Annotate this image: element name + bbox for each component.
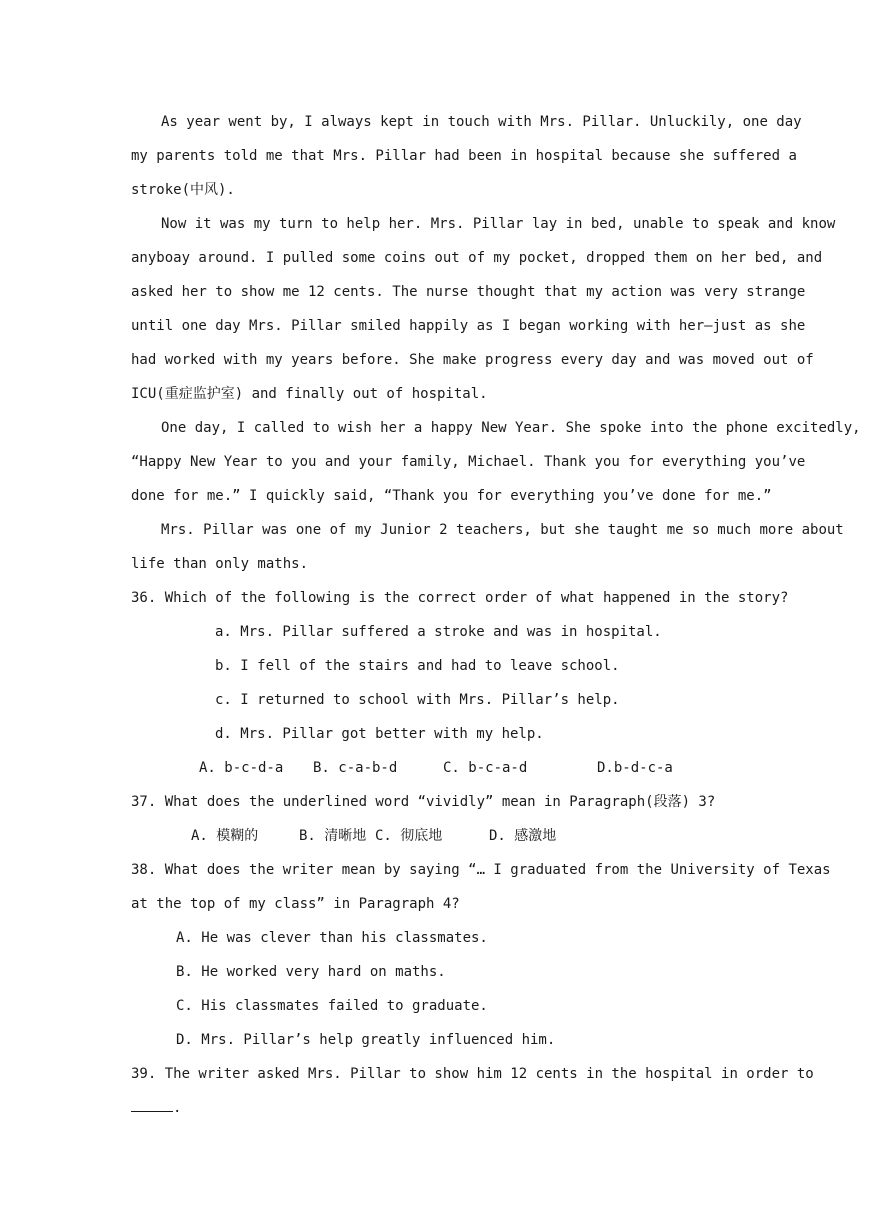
passage-line: Mrs. Pillar was one of my Junior 2 teachers, but she taught me so much more about	[161, 522, 844, 538]
q37-choices	[131, 819, 737, 853]
question-38-stem-cont: at the top of my class” in Paragraph 4?	[131, 896, 460, 912]
q36-event-d: d. Mrs. Pillar got better with my help.	[215, 726, 544, 742]
q37-choice-d[interactable]: D. 感激地	[489, 828, 557, 844]
passage-line: ICU(重症监护室) and finally out of hospital.	[131, 386, 488, 402]
question-36-stem: 36. Which of the following is the correct order of what happened in the story?	[131, 590, 789, 606]
q36-choices	[131, 751, 737, 785]
passage-line: stroke(中风).	[131, 182, 235, 198]
q37-choice-b[interactable]: B. 清晰地	[299, 828, 367, 844]
passage-line: One day, I called to wish her a happy New Year. She spoke into the phone excitedly,	[161, 420, 861, 436]
q36-choice-b[interactable]: B. c-a-b-d	[313, 760, 398, 776]
passage-line: anyboay around. I pulled some coins out of my pocket, dropped them on her bed, and	[131, 250, 823, 266]
q37-choice-c[interactable]: C. 彻底地	[375, 828, 443, 844]
passage-line: until one day Mrs. Pillar smiled happily as I began working with her—just as she	[131, 318, 806, 334]
q36-choice-c[interactable]: C. b-c-a-d	[443, 760, 528, 776]
passage-line: Now it was my turn to help her. Mrs. Pillar lay in bed, unable to speak and know	[161, 216, 836, 232]
passage-line: my parents told me that Mrs. Pillar had been in hospital because she suffered a	[131, 148, 797, 164]
question-38-stem: 38. What does the writer mean by saying “… I graduated from the University of Texas	[131, 862, 831, 878]
q38-choice-c[interactable]: C. His classmates failed to graduate.	[176, 998, 488, 1014]
q36-event-c: c. I returned to school with Mrs. Pillar’s help.	[215, 692, 620, 708]
q36-event-a: a. Mrs. Pillar suffered a stroke and was in hospital.	[215, 624, 662, 640]
passage-line: asked her to show me 12 cents. The nurse thought that my action was very strange	[131, 284, 806, 300]
passage-line: had worked with my years before. She make progress every day and was moved out of	[131, 352, 814, 368]
q36-choice-d[interactable]: D.b-d-c-a	[597, 760, 673, 776]
passage-line: “Happy New Year to you and your family, Michael. Thank you for everything you’ve	[131, 454, 806, 470]
q36-choice-a[interactable]: A. b-c-d-a	[199, 760, 284, 776]
question-37-stem: 37. What does the underlined word “vividly” mean in Paragraph(段落) 3?	[131, 794, 716, 810]
document-page	[131, 105, 861, 1125]
passage-line: As year went by, I always kept in touch with Mrs. Pillar. Unluckily, one day	[161, 114, 802, 130]
q39-period: .	[173, 1100, 182, 1116]
q37-choice-a[interactable]: A. 模糊的	[191, 828, 259, 844]
passage-line: life than only maths.	[131, 556, 309, 572]
question-39-stem: 39. The writer asked Mrs. Pillar to show him 12 cents in the hospital in order to	[131, 1066, 814, 1082]
q36-event-b: b. I fell of the stairs and had to leave school.	[215, 658, 620, 674]
q38-choice-a[interactable]: A. He was clever than his classmates.	[176, 930, 488, 946]
passage-line: done for me.” I quickly said, “Thank you for everything you’ve done for me.”	[131, 488, 772, 504]
q38-choice-d[interactable]: D. Mrs. Pillar’s help greatly influenced him.	[176, 1032, 556, 1048]
question-39-blank-line	[131, 1091, 737, 1125]
q38-choice-b[interactable]: B. He worked very hard on maths.	[176, 964, 446, 980]
answer-blank[interactable]	[131, 1095, 173, 1112]
